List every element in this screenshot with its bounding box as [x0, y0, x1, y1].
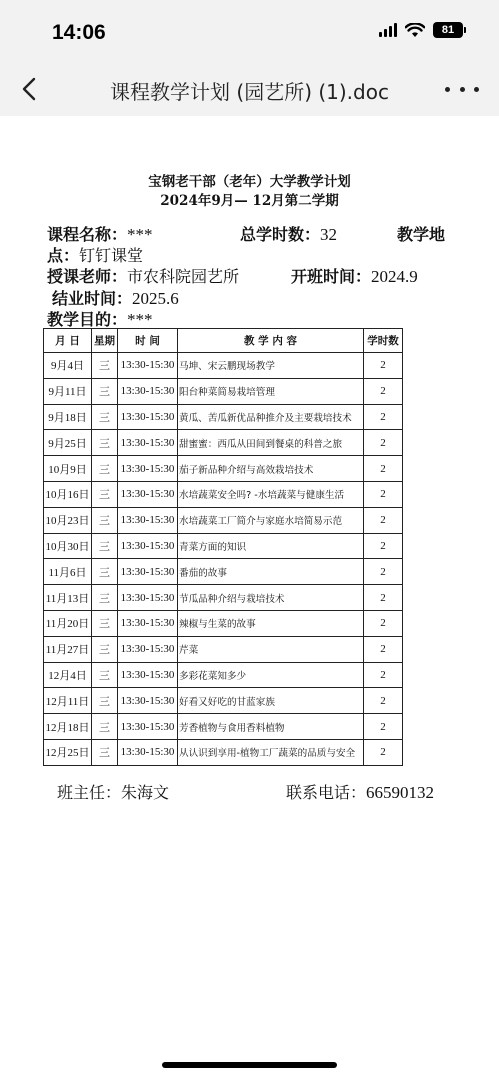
cell-time: 13:30-15:30: [118, 533, 178, 559]
end-time-value: 2025.6: [132, 289, 179, 308]
cell-weekday: 三: [92, 430, 118, 456]
table-header-row: [44, 329, 403, 353]
table-row: [44, 739, 403, 765]
cell-date: 12月18日: [44, 714, 92, 740]
teacher-label: 授课老师：: [47, 267, 128, 286]
cell-content: 甜蜜蜜：西瓜从田间到餐桌的科普之旅: [178, 430, 364, 456]
more-dot-icon: [460, 87, 465, 92]
document-title: 课程教学计划 (园艺所) (1).doc: [110, 80, 389, 104]
table-row: [44, 585, 403, 611]
head-teacher-row: [57, 780, 169, 803]
cell-time: 13:30-15:30: [118, 585, 178, 611]
cell-weekday: 三: [92, 533, 118, 559]
cell-weekday: 三: [92, 353, 118, 379]
cell-time: 13:30-15:30: [118, 610, 178, 636]
schedule-table: [43, 328, 403, 766]
cell-content: 黄瓜、苦瓜新优品种推介及主要栽培技术: [178, 404, 364, 430]
phone-row: [286, 780, 434, 803]
cell-time: 13:30-15:30: [118, 378, 178, 404]
cell-weekday: 三: [92, 559, 118, 585]
schedule-table-body: [44, 353, 403, 766]
cell-date: 11月6日: [44, 559, 92, 585]
cell-date: 10月9日: [44, 456, 92, 482]
phone-label: 联系电话：: [286, 783, 367, 802]
cell-content: 从认识到享用-植物工厂蔬菜的品质与安全: [178, 739, 364, 765]
location-label-b: 点：: [47, 246, 80, 265]
cell-content: 青菜方面的知识: [178, 533, 364, 559]
cell-hours: 2: [364, 610, 403, 636]
location-row: [47, 243, 143, 266]
end-time-row: [52, 286, 179, 309]
table-row: [44, 610, 403, 636]
location-label-a: 教学地: [397, 225, 446, 244]
cell-content: 马坤、宋云鹏现场教学: [178, 353, 364, 379]
column-header-hours: 学时数: [364, 329, 403, 353]
end-time-label: 结业时间：: [52, 289, 133, 308]
teacher-value: 市农科院园艺所: [127, 267, 240, 286]
start-time-row: [291, 264, 418, 287]
phone-value: 66590132: [366, 783, 435, 802]
column-header-time: 时 间: [118, 329, 178, 353]
cell-time: 13:30-15:30: [118, 739, 178, 765]
cell-date: 11月13日: [44, 585, 92, 611]
location-value: 钉钉课堂: [79, 246, 144, 265]
cell-date: 11月20日: [44, 610, 92, 636]
cell-hours: 2: [364, 714, 403, 740]
wifi-icon: [405, 23, 425, 38]
table-row: [44, 404, 403, 430]
cell-hours: 2: [364, 559, 403, 585]
battery-icon: 81: [433, 22, 463, 38]
cell-weekday: 三: [92, 739, 118, 765]
more-dot-icon: [445, 87, 450, 92]
cell-weekday: 三: [92, 636, 118, 662]
total-hours-value: 32: [320, 225, 338, 244]
table-row: [44, 378, 403, 404]
total-hours-label: 总学时数：: [240, 225, 321, 244]
cell-content: 多彩花菜知多少: [178, 662, 364, 688]
cell-time: 13:30-15:30: [118, 559, 178, 585]
start-time-value: 2024.9: [371, 267, 418, 286]
cell-content: 节瓜品种介绍与栽培技术: [178, 585, 364, 611]
cell-date: 11月27日: [44, 636, 92, 662]
cellular-signal-icon: [379, 23, 397, 37]
cell-weekday: 三: [92, 610, 118, 636]
document-page: [0, 116, 499, 1056]
table-row: [44, 559, 403, 585]
cell-weekday: 三: [92, 404, 118, 430]
column-header-content: 教 学 内 容: [178, 329, 364, 353]
table-row: [44, 481, 403, 507]
cell-hours: 2: [364, 739, 403, 765]
status-time: 14:06: [52, 21, 106, 44]
status-icons: [379, 22, 463, 38]
cell-weekday: 三: [92, 378, 118, 404]
cell-hours: 2: [364, 481, 403, 507]
start-time-label: 开班时间：: [291, 267, 372, 286]
cell-hours: 2: [364, 378, 403, 404]
back-button[interactable]: [14, 74, 44, 104]
cell-hours: 2: [364, 430, 403, 456]
cell-weekday: 三: [92, 714, 118, 740]
cell-content: 好看又好吃的甘蓝家族: [178, 688, 364, 714]
cell-weekday: 三: [92, 662, 118, 688]
cell-time: 13:30-15:30: [118, 456, 178, 482]
cell-content: 阳台种菜简易栽培管理: [178, 378, 364, 404]
cell-time: 13:30-15:30: [118, 404, 178, 430]
cell-date: 10月30日: [44, 533, 92, 559]
home-indicator[interactable]: [162, 1062, 337, 1068]
cell-time: 13:30-15:30: [118, 507, 178, 533]
cell-date: 9月11日: [44, 378, 92, 404]
cell-date: 9月25日: [44, 430, 92, 456]
cell-hours: 2: [364, 507, 403, 533]
column-header-date: 月 日: [44, 329, 92, 353]
cell-time: 13:30-15:30: [118, 353, 178, 379]
cell-hours: 2: [364, 404, 403, 430]
cell-time: 13:30-15:30: [118, 636, 178, 662]
cell-time: 13:30-15:30: [118, 481, 178, 507]
goal-label: 教学目的：: [47, 310, 128, 329]
cell-date: 12月4日: [44, 662, 92, 688]
cell-time: 13:30-15:30: [118, 662, 178, 688]
goal-row: [47, 307, 153, 330]
cell-weekday: 三: [92, 481, 118, 507]
table-row: [44, 507, 403, 533]
cell-weekday: 三: [92, 507, 118, 533]
course-name-label: 课程名称：: [47, 225, 128, 244]
total-hours-row: [240, 222, 337, 245]
table-row: [44, 353, 403, 379]
cell-date: 12月11日: [44, 688, 92, 714]
cell-content: 水培蔬菜安全吗? -水培蔬菜与健康生活: [178, 481, 364, 507]
course-name-row: [47, 222, 153, 245]
table-row: [44, 662, 403, 688]
goal-value: ***: [127, 310, 153, 329]
teacher-row: [47, 264, 239, 287]
head-teacher-label: 班主任：: [57, 783, 122, 802]
cell-content: 茄子新品种介绍与高效栽培技术: [178, 456, 364, 482]
table-row: [44, 456, 403, 482]
cell-date: 9月4日: [44, 353, 92, 379]
doc-subheading: 2024年9月— 12月第二学期: [160, 193, 339, 209]
more-options-button[interactable]: [445, 76, 479, 102]
table-row: [44, 636, 403, 662]
cell-content: 芹菜: [178, 636, 364, 662]
cell-date: 10月16日: [44, 481, 92, 507]
cell-time: 13:30-15:30: [118, 430, 178, 456]
cell-hours: 2: [364, 533, 403, 559]
cell-hours: 2: [364, 662, 403, 688]
cell-weekday: 三: [92, 585, 118, 611]
table-row: [44, 688, 403, 714]
cell-date: 10月23日: [44, 507, 92, 533]
cell-hours: 2: [364, 353, 403, 379]
course-name-value: ***: [127, 225, 153, 244]
table-row: [44, 430, 403, 456]
chevron-left-icon: [22, 77, 36, 101]
head-teacher-value: 朱海文: [121, 783, 170, 802]
doc-heading: 宝钢老干部（老年）大学教学计划: [148, 174, 351, 190]
column-header-weekday: 星期: [92, 329, 118, 353]
cell-time: 13:30-15:30: [118, 714, 178, 740]
cell-hours: 2: [364, 636, 403, 662]
cell-content: 水培蔬菜工厂简介与家庭水培简易示范: [178, 507, 364, 533]
cell-date: 12月25日: [44, 739, 92, 765]
cell-time: 13:30-15:30: [118, 688, 178, 714]
more-dot-icon: [474, 87, 479, 92]
cell-hours: 2: [364, 456, 403, 482]
table-row: [44, 533, 403, 559]
cell-content: 辣椒与生菜的故事: [178, 610, 364, 636]
cell-hours: 2: [364, 688, 403, 714]
cell-content: 芳香植物与食用香料植物: [178, 714, 364, 740]
nav-bar: [0, 64, 499, 116]
cell-hours: 2: [364, 585, 403, 611]
cell-weekday: 三: [92, 456, 118, 482]
cell-date: 9月18日: [44, 404, 92, 430]
cell-content: 番茄的故事: [178, 559, 364, 585]
table-row: [44, 714, 403, 740]
status-bar: [0, 0, 499, 64]
cell-weekday: 三: [92, 688, 118, 714]
